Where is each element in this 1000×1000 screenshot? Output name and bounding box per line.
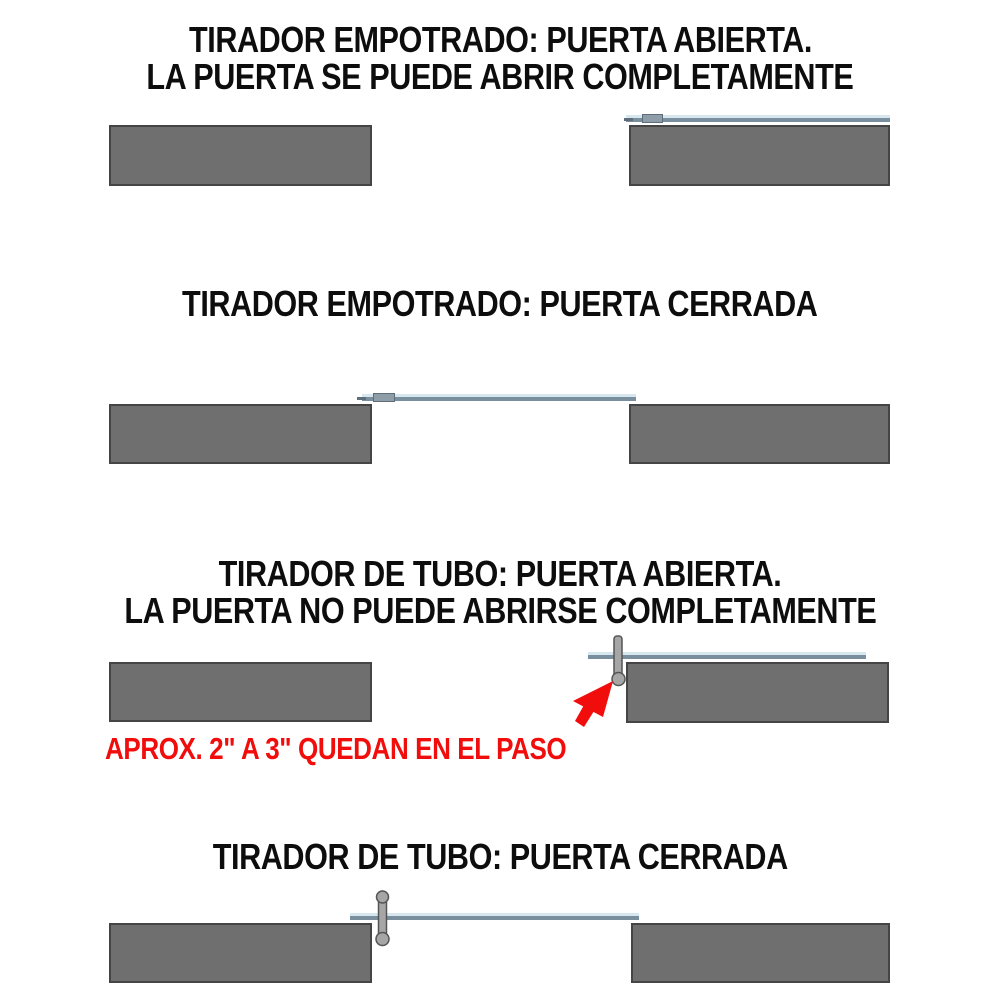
section3-wall-right	[626, 662, 889, 723]
section2-wall-right	[629, 404, 890, 464]
section1-title-line1: TIRADOR EMPOTRADO: PUERTA ABIERTA.	[188, 19, 812, 60]
section1-door-panel	[626, 118, 890, 122]
section2-door-panel	[362, 397, 636, 401]
section1-recessed-handle-icon	[642, 114, 663, 123]
section1-title-line2: LA PUERTA SE PUEDE ABRIR COMPLETAMENTE	[146, 56, 854, 97]
section2-recessed-handle-icon	[373, 393, 395, 402]
section4-title: TIRADOR DE TUBO: PUERTA CERRADA	[212, 836, 788, 877]
section3-wall-left	[109, 662, 372, 722]
section2-wall-left	[109, 404, 372, 464]
section3-title-line2: LA PUERTA NO PUEDE ABRIRSE COMPLETAMENTE	[123, 590, 876, 631]
section3-cursor-arrow-icon	[570, 678, 618, 732]
section2-pull-dash	[357, 397, 366, 400]
section3-gap-annotation: APROX. 2" A 3" QUEDAN EN EL PASO	[105, 731, 567, 766]
section1-wall-left	[109, 125, 372, 186]
section1-wall-right	[629, 125, 890, 186]
section4-wall-right	[631, 923, 890, 983]
section2-title: TIRADOR EMPOTRADO: PUERTA CERRADA	[182, 283, 818, 324]
section3-title-line1: TIRADOR DE TUBO: PUERTA ABIERTA.	[218, 553, 782, 594]
section4-wall-left	[109, 923, 372, 983]
section1-pull-dash	[624, 118, 633, 121]
section4-tube-handle-icon	[372, 886, 394, 948]
